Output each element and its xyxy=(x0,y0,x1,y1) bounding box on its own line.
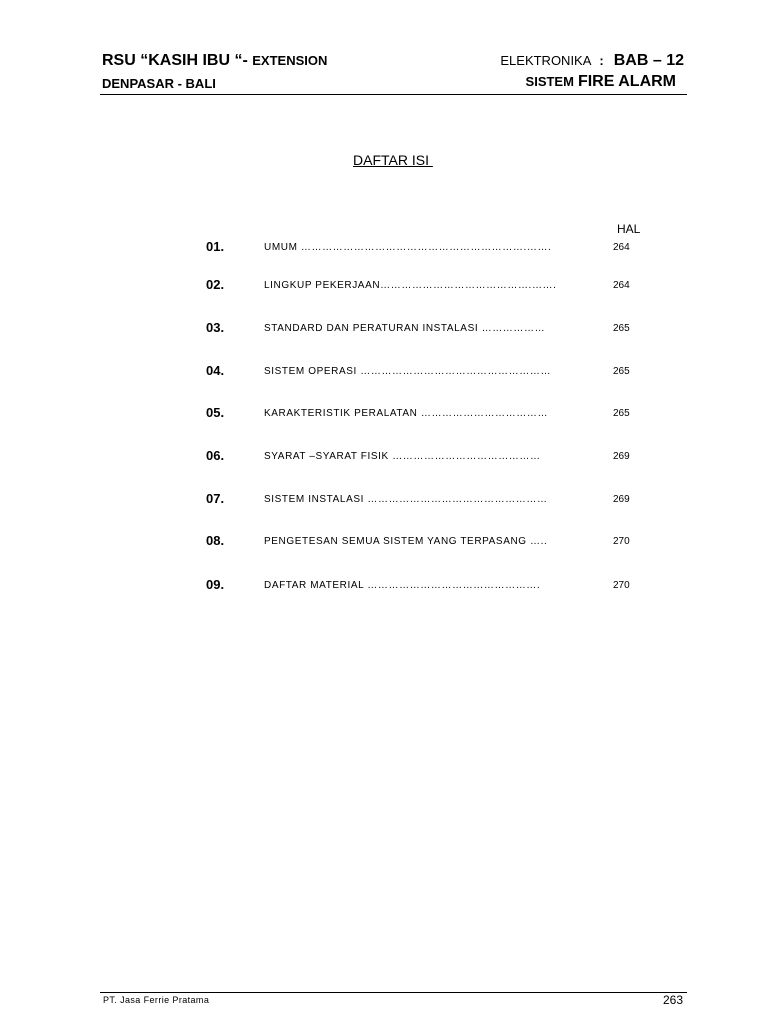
toc-entry-page: 270 xyxy=(613,580,630,591)
toc-entry-text: KARAKTERISTIK PERALATAN ……………………………… xyxy=(264,408,549,419)
toc-entry-number: 07. xyxy=(206,491,225,506)
toc-entry-page: 265 xyxy=(613,366,630,377)
toc-entry-page: 265 xyxy=(613,408,630,419)
discipline-label: ELEKTRONIKA xyxy=(500,53,592,68)
toc-entry-text: UMUM ……………………………………………………….……. xyxy=(264,242,552,253)
toc-entry-text: STANDARD DAN PERATURAN INSTALASI ……………… xyxy=(264,323,546,334)
toc-entry-page: 269 xyxy=(613,451,630,462)
toc-entry-number: 05. xyxy=(206,405,225,420)
toc-entry-number: 04. xyxy=(206,363,225,378)
project-location: DENPASAR - BALI xyxy=(102,76,216,91)
page-number: 263 xyxy=(663,993,684,1007)
chapter-subject-title: FIRE ALARM xyxy=(577,73,676,90)
toc-entry-page: 265 xyxy=(613,323,630,334)
footer-divider xyxy=(100,992,687,993)
toc-entry-number: 02. xyxy=(206,277,225,292)
toc-entry-text: LINGKUP PEKERJAAN…………………………………….……. xyxy=(264,280,557,291)
page-column-label: HAL xyxy=(617,222,641,236)
chapter-label xyxy=(500,52,684,70)
toc-entry-text: DAFTAR MATERIAL …………………………………………. xyxy=(264,580,541,591)
company-name: PT. Jasa Ferrie Pratama xyxy=(103,995,210,1005)
chapter-colon: : xyxy=(599,53,604,68)
toc-entry-text: PENGETESAN SEMUA SISTEM YANG TERPASANG ….. xyxy=(264,536,548,547)
toc-title: DAFTAR ISI xyxy=(353,152,433,168)
toc-entry-number: 09. xyxy=(206,577,225,592)
chapter-number: BAB – 12 xyxy=(613,52,684,69)
toc-entry-number: 08. xyxy=(206,533,225,548)
toc-entry-text: SISTEM INSTALASI …………………………………………… xyxy=(264,494,548,505)
toc-entry-text: SYARAT –SYARAT FISIK …………………………………… xyxy=(264,451,541,462)
project-name: RSU “KASIH IBU “- xyxy=(102,52,253,69)
project-title xyxy=(102,52,327,70)
toc-entry-text: SISTEM OPERASI ……………………………………………… xyxy=(264,366,552,377)
project-extension: EXTENSION xyxy=(252,53,328,68)
toc-entry-page: 269 xyxy=(613,494,630,505)
toc-entry-page: 270 xyxy=(613,536,630,547)
toc-entry-number: 06. xyxy=(206,448,225,463)
toc-entry-page: 264 xyxy=(613,242,630,253)
toc-entry-number: 03. xyxy=(206,320,225,335)
toc-entry-page: 264 xyxy=(613,280,630,291)
header-divider xyxy=(100,94,687,95)
toc-entry-number: 01. xyxy=(206,239,225,254)
chapter-subject-prefix: SISTEM xyxy=(525,74,574,89)
chapter-subject xyxy=(526,73,676,91)
